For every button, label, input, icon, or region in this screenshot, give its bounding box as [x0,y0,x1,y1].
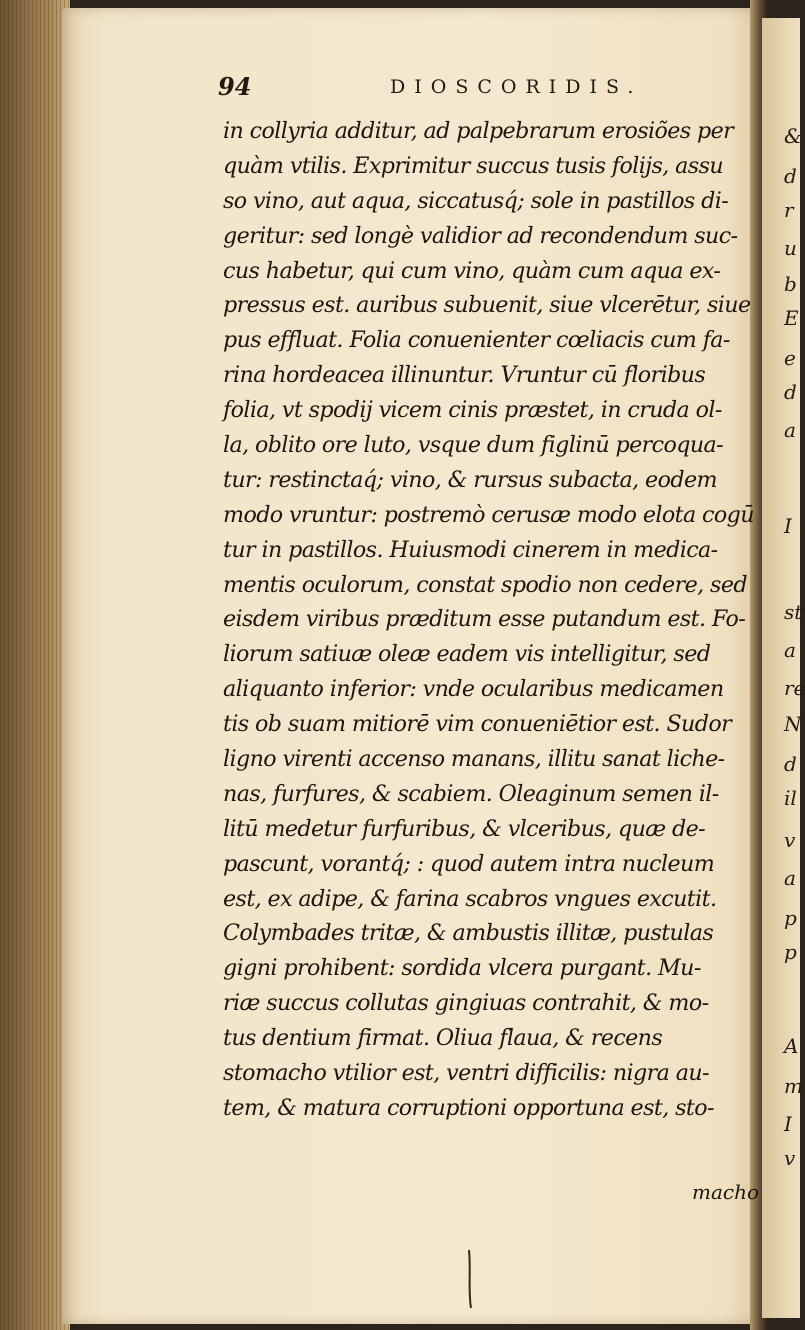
text-line: la, oblito ore luto, vsque dum figlinū percoqua- [223,432,724,459]
text-line: tis ob suam mitiorē vim conueniētior est. Sudor [223,711,732,738]
text-line: pascunt, vorantq́; : quod autem intra nucleum [223,850,715,877]
facing-page-letter: a [784,866,796,890]
text-line: eisdem viribus præditum esse putandum est. Fo- [223,606,746,633]
facing-page-letter: il [784,786,797,810]
facing-page-letter: d [784,164,797,188]
facing-page-letter: p [784,940,797,964]
text-line: litū medetur furfuribus, & vlceribus, quæ de- [223,815,706,842]
facing-page-letter: N [784,712,802,736]
body-text [223,114,763,1126]
page-number: 94 [218,72,252,101]
text-line: quàm vtilis. Exprimitur succus tusis folijs, assu [223,152,724,179]
text-line: gigni prohibent: sordida vlcera purgant. Mu- [223,955,701,982]
facing-page-letter: v [784,1146,796,1170]
book-page-edges [0,0,70,1330]
text-line: est, ex adipe, & farina scabros vngues excutit. [223,885,717,912]
facing-page-letter: p [784,906,797,930]
running-title: DIOSCORIDIS. [390,76,643,98]
text-line: mentis oculorum, constat spodio non cedere, sed [223,571,747,598]
text-line: tur: restinctaq́; vino, & rursus subacta, eodem [223,466,717,493]
page-mark [467,1250,473,1308]
text-line: tem, & matura corruptioni opportuna est, sto- [223,1094,714,1121]
text-line: in collyria additur, ad palpebrarum erosiões per [223,118,734,144]
facing-page-letter: I [784,1112,792,1136]
facing-page-letter: a [784,638,796,662]
text-line: so vino, aut aqua, siccatusq́; sole in pastillos di- [223,187,729,214]
facing-page-letter: st [784,600,803,624]
facing-page-letter: m [784,1074,803,1098]
catchword: macho [692,1180,760,1204]
facing-page-letter: re [784,676,805,700]
text-line: stomacho vtilior est, ventri difficilis: nigra au- [223,1060,709,1087]
text-line: liorum satiuæ oleæ eadem vis intelligitur, sed [223,641,711,668]
facing-page-letter: e [784,346,796,370]
page-header [218,72,658,108]
facing-page-letter: I [784,514,792,538]
facing-page-letter: d [784,752,797,776]
facing-page-letter: A [784,1034,799,1058]
text-line: folia, vt spodij vicem cinis præstet, in cruda ol- [223,397,722,424]
facing-page-letter: b [784,272,797,296]
text-line: aliquanto inferior: vnde ocularibus medicamen [223,676,724,703]
text-line: cus habetur, qui cum vino, quàm cum aqua ex- [223,257,721,284]
facing-page-letter: a [784,418,796,442]
text-line: Colymbades tritæ, & ambustis illitæ, pustulas [223,920,714,947]
text-line: modo vruntur: postremò cerusæ modo elota cogū [223,501,754,528]
facing-page-letter: v [784,828,796,852]
text-line: pressus est. auribus subuenit, siue vlcerētur, siue [223,292,751,319]
facing-page-letter: r [784,198,794,222]
facing-page-letter: u [784,236,797,260]
text-line: geritur: sed longè validior ad recondendum suc- [223,222,738,249]
facing-page-letter: d [784,380,797,404]
facing-page-letter: E [784,306,799,330]
text-line: pus effluat. Folia conuenienter cœliacis cum fa- [223,327,730,354]
text-line: rina hordeacea illinuntur. Vruntur cū floribus [223,362,706,389]
text-line: riæ succus collutas gingiuas contrahit, & mo- [223,990,709,1017]
text-line: tus dentium firmat. Oliua flaua, & recens [223,1025,663,1052]
facing-page-letter: & [784,124,802,148]
text-line: tur in pastillos. Huiusmodi cinerem in medica- [223,536,718,563]
text-line: ligno virenti accenso manans, illitu sanat liche- [223,746,725,773]
facing-page-fragment [762,18,805,1318]
text-line: nas, furfures, & scabiem. Oleaginum semen il- [223,780,719,807]
